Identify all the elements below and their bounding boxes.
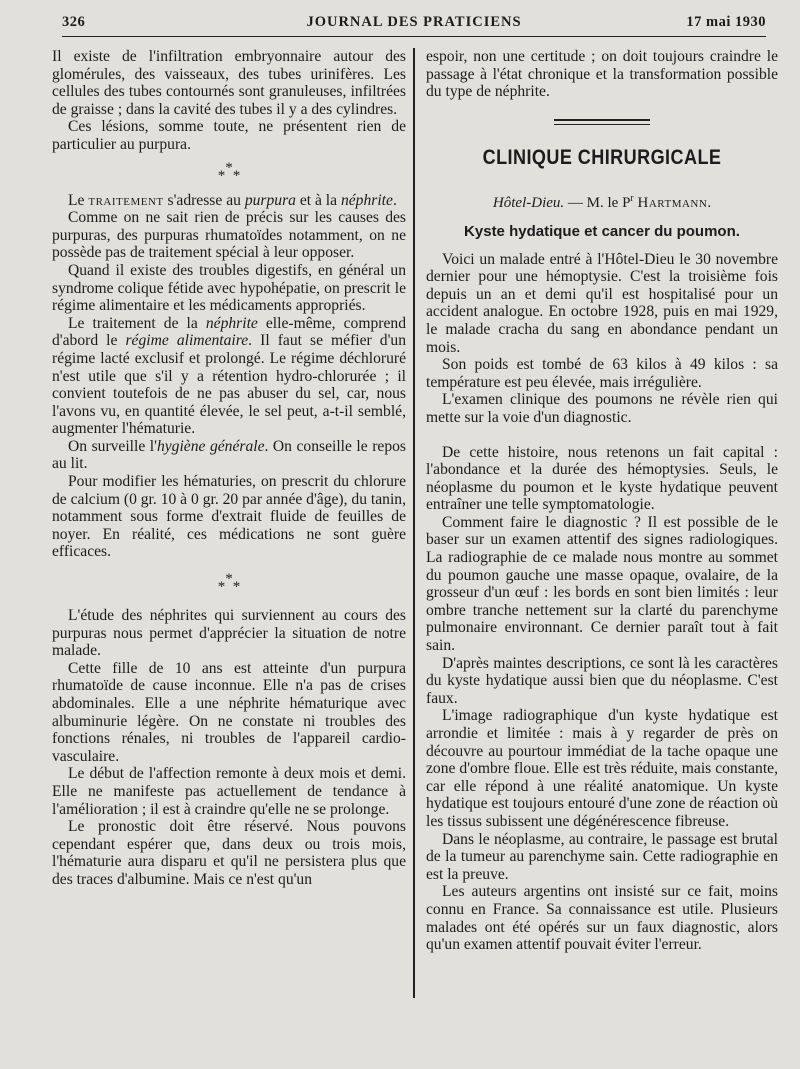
paragraph: espoir, non une certitude ; on doit toujours craindre le passage à l'état chronique et la transformation possible du type de néphrite. xyxy=(426,48,778,101)
paragraph: L'étude des néphrites qui surviennent au cours des purpuras nous permet d'apprécier la situation de notre malade. xyxy=(52,607,406,660)
paragraph: Le début de l'affection remonte à deux mois et demi. Elle ne manifeste pas actuellement de tendance à l'amélioration ; il est à craindre qu'elle ne se prolonge. xyxy=(52,765,406,818)
paragraph: Les auteurs argentins ont insisté sur ce fait, moins connu en France. Sa connaissance est utile. Plusieurs malades ont été opérés sur un faux diagnostic, alors qu'un examen attentif pouvait éviter l'erreur. xyxy=(426,883,778,954)
journal-title: JOURNAL DES PRATICIENS xyxy=(306,14,522,30)
page-number: 326 xyxy=(62,14,86,30)
paragraph: Le traitement de la néphrite elle-même, comprend d'abord le régime alimentaire. Il faut se méfier d'un régime lacté exclusif et prolongé. Le régime déchloruré n'est utile que s'il y a rétention hydro-chlorurée ; il convient toutefois de ne pas abuser du sel, car, nous l'avons vu, en quantité élevée, le sel peut, a-t-il semblé, augmenter l'hématurie. xyxy=(52,314,407,438)
paragraph: Voici un malade entré à l'Hôtel-Dieu le 30 novembre dernier pour une hémoptysie. C'est la troisième fois depuis un an et demi qu'il est hospitalisé pour un accident analogue. En octobre 1928, puis en mai 1929, le malade cracha du sang en abondance pendant un mois. xyxy=(426,250,778,356)
left-column xyxy=(52,48,406,889)
paragraph: Le pronostic doit être réservé. Nous pouvons cependant espérer que, dans deux ou trois mois, l'hématurie aura disparu et qu'il ne persistera plus que des traces d'albumine. Mais ce n'est qu'un xyxy=(52,818,406,888)
paragraph: L'image radiographique d'un kyste hydatique est arrondie et limitée : mais à y regarder de près on découvre au pourtour immédiat de la tache opaque une zone d'ombre floue. Elle est très réduite, mais constante, car elle répond à une réalité anatomique. Un kyste hydatique est toujours entouré d'une zone de réaction où les tissus subissent une dégénérescence fibreuse. xyxy=(426,707,778,830)
paragraph: Ces lésions, somme toute, ne présentent rien de particulier au purpura. xyxy=(52,118,406,153)
paragraph: De cette histoire, nous retenons un fait capital : l'abondance et la durée des hémoptysies. Seuls, le néoplasme du poumon et le kyste hydatique peuvent entraîner une telle symptomatologie. xyxy=(426,443,778,514)
paragraph: Cette fille de 10 ans est atteinte d'un purpura rhumatoïde de cause inconnue. Elle n'a pas de crises abdominales. Elle a une néphrite hématurique avec albuminurie légère. On ne constate ni troubles des fonctions rénales, ni troubles de l'appareil cardio-vasculaire. xyxy=(52,659,406,765)
paragraph: L'examen clinique des poumons ne révèle rien qui mette sur la voie d'un diagnostic. xyxy=(426,391,778,426)
asterism-divider: * * * xyxy=(217,571,241,596)
right-column xyxy=(426,48,778,954)
paragraph: On surveille l'hygiène générale. On conseille le repos au lit. xyxy=(52,437,406,473)
section-title: CLINIQUE CHIRURGICALE xyxy=(482,145,722,169)
paragraph-traitement: Le traitement s'adresse au purpura et à la néphrite. xyxy=(68,191,397,209)
paragraph: Dans le néoplasme, au contraire, le passage est brutal de la tumeur au parenchyme sain. Cette radiographie en est la preuve. xyxy=(426,830,778,883)
article-title: Kyste hydatique et cancer du poumon. xyxy=(464,222,740,240)
column-divider xyxy=(413,48,415,998)
page-header xyxy=(62,14,766,37)
paragraph: Comme on ne sait rien de précis sur les causes des purpuras, des purpuras rhumatoïdes notamment, on ne possède pas de traitement spécial à leur opposer. xyxy=(52,209,406,262)
asterism-divider: * * * xyxy=(217,159,241,184)
byline: Hôtel-Dieu. — M. le $P^r$ Hartmann. xyxy=(492,193,712,212)
issue-date: 17 mai 1930 xyxy=(686,14,766,30)
paragraph: Son poids est tombé de 63 kilos à 49 kilos : sa température est peu élevée, mais irrégulière. xyxy=(426,356,778,391)
paragraph: Pour modifier les hématuries, on prescrit du chlorure de calcium (0 gr. 10 à 0 gr. 20 par année d'âge), du tanin, notamment sous forme d'extrait fluide de feuilles de noyer. En réalité, ces médications ne sont guère efficaces. xyxy=(52,473,406,561)
section-rule xyxy=(554,119,650,125)
paragraph: Comment faire le diagnostic ? Il est possible de le baser sur un examen attentif des signes radiologiques. La radiographie de ce malade nous montre au sommet du poumon gauche une masse opaque, ovalaire, de la grosseur d'un œuf : les bords en sont bien limités : leur ombre tranche nettement sur la clarté du parenchyme pulmonaire environnant. Ce dernier paraît tout à fait sain. xyxy=(426,513,778,655)
paragraph: D'après maintes descriptions, ce sont là les caractères du kyste hydatique aussi bien que du néoplasme. C'est faux. xyxy=(426,654,778,707)
paragraph: Quand il existe des troubles digestifs, en général un syndrome colique fétide avec hypohépatie, on prescrit le régime alimentaire et les médicaments appropriés. xyxy=(52,261,406,315)
paragraph: Il existe de l'infiltration embryonnaire autour des glomérules, des vaisseaux, des tubes urinifères. Les cellules des tubes contournés sont granuleuses, infiltrées de graisse ; dans la cavité des tubes il y a des cylindres. xyxy=(52,48,406,118)
